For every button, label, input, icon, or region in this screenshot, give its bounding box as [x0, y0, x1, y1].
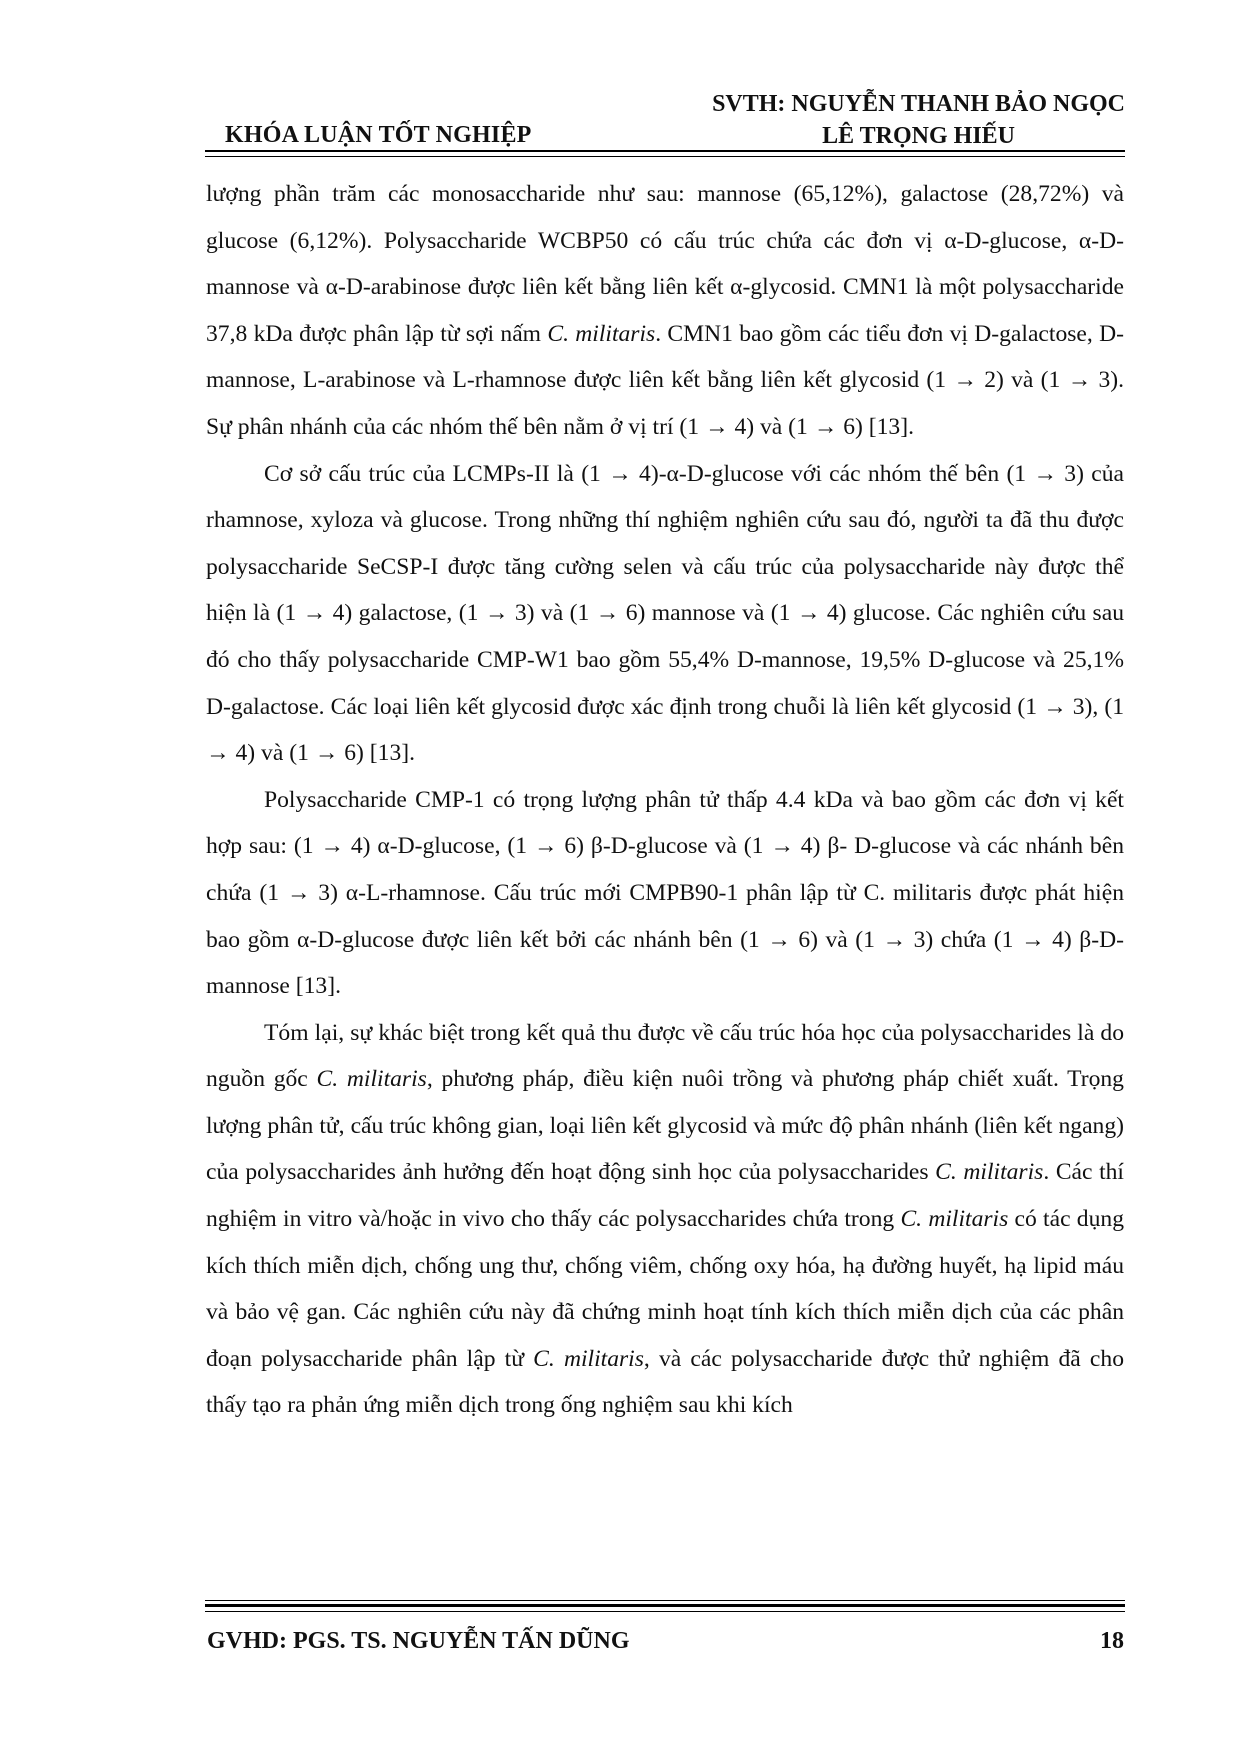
text-run: Polysaccharide CMP-1 có trọng lượng phân tử thấp 4.4 kDa và bao gồm các đơn vị kết hợp sau: (1 → 4) α-D-glucose, (1 → 6) β-D-glucose và (1 → 4) β- D-glucose và các nhánh bên chứa (1 → 3) α-L-rhamnose. Cấu trúc mới CMPB90-1 phân lập từ C. militaris được phát hiện bao gồm α-D-glucose được liên kết bởi các nhánh bên (1 → 6) và (1 → 3) chứa (1 → 4) β-D-mannose [13].: [206, 786, 1124, 1000]
footer-rule-thin-top: [205, 1600, 1125, 1601]
page-header: [205, 88, 1125, 158]
authors-line-2: LÊ TRỌNG HIẾU: [822, 123, 1015, 149]
authors-line-1: SVTH: NGUYỄN THANH BẢO NGỌC: [712, 91, 1125, 117]
text-run: . CMN1 bao gồm các tiểu đơn vị D-galactose, D-mannose, L-arabinose và L-rhamnose được liên kết bằng liên kết glycosid (1 → 2) và (1 → 3). Sự phân nhánh của các nhóm thế bên nằm ở vị trí (1 → 4) và (1 → 6) [13].: [206, 320, 1124, 440]
text-run: Tóm lại, sự khác biệt trong kết quả thu được về cấu trúc hóa học của polysaccharides là do nguồn gốc: [206, 1019, 1124, 1093]
italic-term: C. militaris: [900, 1206, 1009, 1233]
text-run: , phương pháp, điều kiện nuôi trồng và phương pháp chiết xuất. Trọng lượng phân tử, cấu trúc không gian, loại liên kết glycosid và mức độ phân nhánh (liên kết ngang) của polysaccharides ảnh hưởng đến hoạt động sinh học của polysaccharides: [206, 1066, 1124, 1186]
paragraph: [206, 1010, 1124, 1429]
header-rule: [205, 150, 1125, 152]
paragraph: [206, 777, 1124, 1010]
advisor-label: GVHD: PGS. TS. NGUYỄN TẤN DŨNG: [207, 1628, 630, 1654]
italic-term: C. militaris: [935, 1159, 1044, 1186]
text-run: , và các polysaccharide được thử nghiệm đã cho thấy tạo ra phản ứng miễn dịch trong ống nghiệm sau khi kích: [206, 1345, 1124, 1419]
authors: [712, 88, 1125, 152]
footer-rule-thick: [205, 1604, 1125, 1607]
paragraph: [206, 171, 1124, 451]
page-number: 18: [1100, 1628, 1124, 1654]
italic-term: C. militaris: [316, 1066, 427, 1093]
text-run: Cơ sở cấu trúc của LCMPs-II là (1 → 4)-α-D-glucose với các nhóm thế bên (1 → 3) của rhamnose, xyloza và glucose. Trong những thí nghiệm nghiên cứu sau đó, người ta đã thu được polysaccharide SeCSP-I được tăng cường selen và cấu trúc của polysaccharide này được thể hiện là (1 → 4) galactose, (1 → 3) và (1 → 6) mannose và (1 → 4) glucose. Các nghiên cứu sau đó cho thấy polysaccharide CMP-W1 bao gồm 55,4% D-mannose, 19,5% D-glucose và 25,1% D-galactose. Các loại liên kết glycosid được xác định trong chuỗi là liên kết glycosid (1 → 3), (1 → 4) và (1 → 6) [13].: [206, 460, 1124, 767]
paragraph: [206, 451, 1124, 777]
thesis-title: KHÓA LUẬN TỐT NGHIỆP: [225, 122, 532, 148]
italic-term: C. militaris: [547, 320, 656, 347]
text-run: lượng phần trăm các monosaccharide như sau: mannose (65,12%), galactose (28,72%) và glucose (6,12%). Polysaccharide WCBP50 có cấu trúc chứa các đơn vị α-D-glucose, α-D-mannose và α-D-arabinose được liên kết bằng liên kết α-glycosid. CMN1 là một polysaccharide 37,8 kDa được phân lập từ sợi nấm: [206, 181, 1124, 347]
italic-term: C. militaris: [533, 1345, 644, 1372]
header-rule-thin: [205, 156, 1125, 157]
text-run: . Các thí nghiệm in vitro và/hoặc in vivo cho thấy các polysaccharides chứa trong: [206, 1159, 1124, 1233]
document-body: [206, 171, 1124, 1429]
footer-rule-thin-bottom: [205, 1611, 1125, 1612]
text-run: có tác dụng kích thích miễn dịch, chống ung thư, chống viêm, chống oxy hóa, hạ đường huyết, hạ lipid máu và bảo vệ gan. Các nghiên cứu này đã chứng minh hoạt tính kích thích miễn dịch của các phân đoạn polysaccharide phân lập từ: [206, 1206, 1124, 1372]
